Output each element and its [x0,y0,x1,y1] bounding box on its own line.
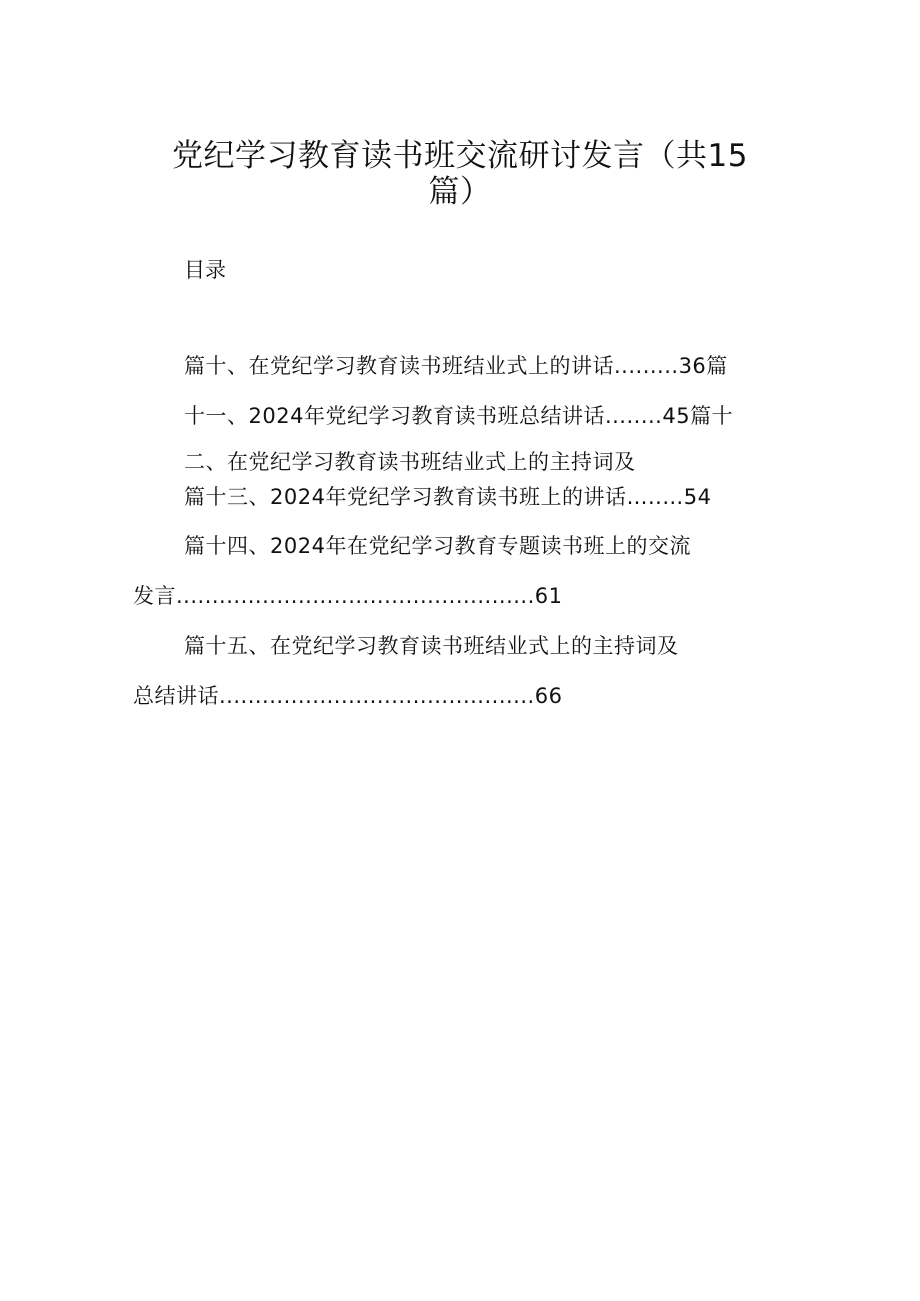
toc-entry-14-title[interactable]: 篇十四、2024年在党纪学习教育专题读书班上的交流 [184,534,691,558]
toc-entry-14-page[interactable]: 发言..................................................61 [133,584,563,608]
toc-entry-11[interactable]: 十一、2024年党纪学习教育读书班总结讲话........45篇十 [184,404,734,428]
toc-entry-13[interactable]: 篇十三、2024年党纪学习教育读书班上的讲话…..…54 [184,485,712,509]
toc-entry-12[interactable]: 二、在党纪学习教育读书班结业式上的主持词及 [184,450,636,474]
document-title-line-1: 党纪学习教育读书班交流研讨发言（共15 [172,138,748,174]
document-title-line-2: 篇） [428,174,492,210]
toc-entry-10[interactable]: 篇十、在党纪学习教育读书班结业式上的讲话.........36篇 [184,354,728,378]
toc-entry-15-page[interactable]: 总结讲话............................................66 [133,684,563,708]
toc-heading: 目录 [184,258,226,282]
toc-entry-15-title[interactable]: 篇十五、在党纪学习教育读书班结业式上的主持词及 [184,634,679,658]
